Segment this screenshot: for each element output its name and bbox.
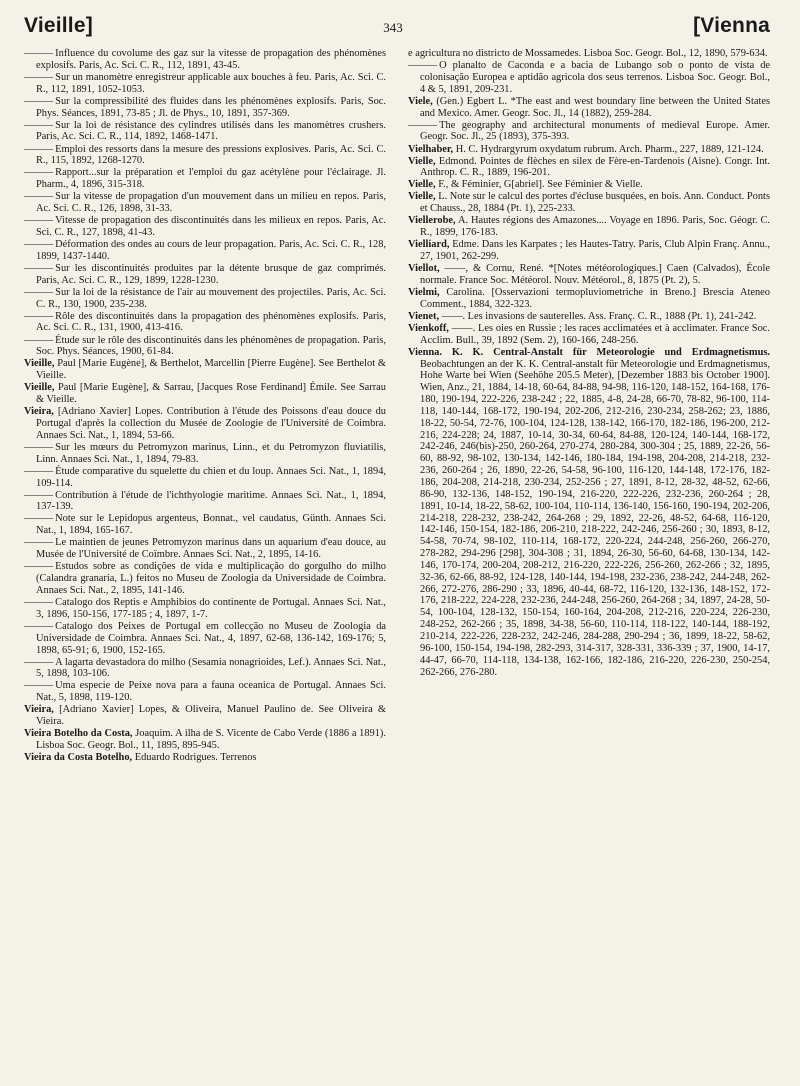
entry-author: Vienet, [408, 310, 440, 322]
entry-author: Vieira Botelho da Costa, [24, 728, 133, 740]
bibliography-entry [24, 263, 386, 287]
bibliography-entry [24, 561, 386, 597]
entry-text: H. C. Hydrargyrum oxydatum rubrum. Arch. Pharm., 227, 1889, 121-124. [455, 143, 764, 155]
entry-text: Carolina. [Osservazioni termopluviometriche in Breno.] Brescia Ateneo Comment., 1884, 322-323. [420, 286, 770, 310]
ditto-dash [24, 311, 55, 322]
bibliography-entry [24, 215, 386, 239]
columns [24, 48, 770, 764]
bibliography-entry [24, 680, 386, 704]
ditto-dash [24, 490, 55, 501]
entry-author: Vienkoff, [408, 322, 449, 334]
entry-author: Vieira da Costa Botelho, [24, 752, 133, 764]
ditto-dash [24, 215, 55, 226]
entry-text: Sur la vitesse de propagation d'un mouvement dans un milieu en repos. Paris, Ac. Sci. C. R., 126, 1898, 31-33. [36, 191, 386, 215]
ditto-dash [24, 96, 55, 107]
bibliography-entry [24, 752, 386, 764]
bibliography-entry [408, 60, 770, 96]
bibliography-entry [24, 382, 386, 406]
left-column [24, 48, 386, 764]
entry-text: e agricultura no districto de Mossamedes. Lisboa Soc. Geogr. Bol., 12, 1890, 579-634. [408, 48, 768, 59]
bibliography-entry [408, 156, 770, 180]
bibliography-entry [24, 96, 386, 120]
ditto-dash [24, 239, 55, 250]
ditto-dash [24, 466, 55, 477]
bibliography-entry [408, 179, 770, 191]
entry-text: [Adriano Xavier] Lopes, & Oliveira, Manuel Paulino de. See Oliveira & Vieira. [36, 704, 387, 728]
entry-text: L. Note sur le calcul des portes d'écluse busquées, en bois. Ann. Conduct. Ponts et Chauss., 28, 1884 (Pt. 1), 225-233. [420, 191, 770, 215]
bibliography-entry [408, 96, 770, 120]
entry-author: Vielmi, [408, 286, 440, 298]
ditto-dash [24, 537, 55, 548]
entry-author: Viele, [408, 95, 433, 107]
ditto-dash [24, 144, 55, 155]
bibliography-entry [408, 311, 770, 323]
bibliography-entry [408, 287, 770, 311]
bibliography-entry [408, 215, 770, 239]
ditto-dash [24, 72, 55, 83]
entry-text: Sur la loi de résistance des cylindres utilisés dans les manomètres crushers. Paris, Ac. Sci. C. R., 114, 1892, 1468-1471. [36, 119, 386, 143]
bibliography-entry [24, 704, 386, 728]
entry-text: Contribution à l'étude de l'ichthyologie maritime. Annaes Sci. Nat., 1, 1894, 137-139. [36, 489, 386, 513]
entry-text: Déformation des ondes au cours de leur propagation. Paris, Ac. Sci. C. R., 128, 1899, 1437-1440. [36, 239, 386, 262]
bibliography-entry [24, 287, 386, 311]
entry-text: Edmond. Pointes de flèches en silex de Fère-en-Tardenois (Aisne). Congr. Int. Anthrop. C. R., 1889, 196-201. [420, 155, 770, 179]
bibliography-entry [24, 621, 386, 657]
bibliography-entry [24, 537, 386, 561]
ditto-dash [24, 657, 55, 668]
entry-text: Estudos sobre as condições de vida e multiplicação do gorgulho do milho (Calandra granaria, L.) feitos no Museu de Zoologia da Universidade de Coimbra. Annaes Sci. Nat., 2, 1895, 141-146. [36, 561, 386, 596]
ditto-dash [24, 621, 55, 632]
bibliography-entry [24, 335, 386, 359]
entry-text: Vitesse de propagation des discontinuités dans les milieux en repos. Paris, Ac. Sci. C. R., 127, 1898, 41-43. [36, 215, 386, 238]
entry-text: Joaquim. A ilha de S. Vicente de Cabo Verde (1886 a 1891). Lisboa Soc. Geogr. Bol., 11, 1895, 895-945. [36, 728, 386, 751]
entry-author: Vielliard, [408, 239, 450, 251]
bibliography-entry [24, 120, 386, 144]
bibliography-entry [408, 347, 770, 679]
ditto-dash [24, 167, 55, 178]
bibliography-entry [24, 490, 386, 514]
page-number: 343 [383, 20, 403, 35]
ditto-dash [24, 287, 55, 298]
bibliography-entry [408, 191, 770, 215]
bibliography-entry [24, 358, 386, 382]
ditto-dash [408, 120, 439, 131]
right-column [408, 48, 770, 764]
bibliography-entry [24, 167, 386, 191]
entry-text: Paul [Marie Eugène], & Sarrau, [Jacques Rose Ferdinand] Émile. See Sarrau & Vieille. [36, 382, 386, 406]
bibliography-entry [408, 239, 770, 263]
entry-author: Vieira, [24, 704, 54, 716]
header-left-word: Vieille] [24, 14, 93, 37]
bibliography-entry [408, 323, 770, 347]
entry-text: Rôle des discontinuités dans la propagation des phénomènes explosifs. Paris, Ac. Sci. C. R., 131, 1900, 413-416. [36, 310, 386, 334]
entry-text: F., & Féminier, G[abriel]. See Féminier & Vielle. [438, 179, 643, 191]
entry-author: Viellerobe, [408, 215, 456, 227]
entry-text: Sur les discontinuités produites par la détente brusque de gaz comprimés. Paris, Ac. Sci. C. R., 129, 1899, 1228-1230. [36, 262, 386, 286]
ditto-dash [24, 263, 55, 274]
entry-text: Emploi des ressorts dans la mesure des pressions explosives. Paris, Ac. Sci. C. R., 115, 1892, 1268-1270. [36, 143, 386, 167]
entry-text: ——. Les oies en Russie ; les races acclimatées et à acclimater. France Soc. Acclim. Bull., 39, 1892 (Sem. 2), 160-166, 248-256. [420, 322, 770, 346]
entry-text: Sur la compressibilité des fluides dans les phénomènes explosifs. Paris, Soc. Phys. Séances, 1891, 73-85 ; Jl. de Phys., 10, 1891, 357-369. [36, 95, 386, 119]
bibliography-entry [24, 657, 386, 681]
ditto-dash [24, 442, 55, 453]
ditto-dash [24, 120, 55, 131]
bibliography-entry [24, 597, 386, 621]
entry-author: Vieille, [24, 358, 55, 370]
ditto-dash [24, 597, 55, 608]
entry-author: Vielle, [408, 179, 436, 191]
ditto-dash [24, 191, 55, 202]
ditto-dash [408, 60, 439, 71]
entry-text: A. Hautes régions des Amazones.... Voyage en 1896. Paris, Soc. Géogr. C. R., 1899, 176-183. [420, 215, 770, 239]
entry-text: (Gen.) Egbert L. *The east and west boundary line between the United States and Mexico. Amer. Geogr. Soc. Jl., 14 (1882), 259-284. [420, 95, 770, 119]
bibliography-entry [24, 48, 386, 72]
running-header [24, 14, 770, 44]
entry-text: Influence du covolume des gaz sur la vitesse de propagation des phénomènes explosifs. Paris, Ac. Sci. C. R., 112, 1891, 43-45. [36, 48, 386, 71]
entry-text: Catalogo dos Peixes de Portugal em collecção no Museu de Zoologia da Universidade de Coimbra. Annaes Sci. Nat., 4, 1897, 62-68, 136-142, 169-176; 5, 1898, 65-91; 6, 1900, 152-165. [36, 620, 386, 656]
bibliography-entry [408, 263, 770, 287]
entry-text: Sur la loi de la résistance de l'air au mouvement des projectiles. Paris, Ac. Sci. C. R., 130, 1900, 235-238. [36, 286, 386, 310]
bibliography-entry [24, 72, 386, 96]
bibliography-entry [408, 144, 770, 156]
bibliography-entry [24, 442, 386, 466]
entry-text: Paul [Marie Eugène], & Berthelot, Marcellin [Pierre Eugène]. See Berthelot & Vieille. [36, 358, 386, 382]
entry-author: Vieille, [24, 382, 55, 394]
entry-text: Uma especie de Peixe nova para a fauna oceanica de Portugal. Annaes Sci. Nat., 5, 1898, 119-120. [36, 680, 386, 704]
bibliography-entry [408, 48, 770, 60]
entry-author: Vielle, [408, 191, 436, 203]
header-right-word: [Vienna [693, 14, 770, 37]
entry-author: Vielle, [408, 155, 436, 167]
entry-text: Catalogo dos Reptis e Amphibios do continente de Portugal. Annaes Sci. Nat., 3, 1896, 150-156, 177-185 ; 4, 1897, 1-7. [36, 596, 386, 620]
entry-author: Vieira, [24, 406, 54, 418]
bibliography-entry [24, 466, 386, 490]
bibliography-entry [24, 311, 386, 335]
ditto-dash [24, 680, 55, 691]
bibliography-entry [24, 191, 386, 215]
ditto-dash [24, 335, 55, 346]
entry-text: Sur un manomètre enregistreur applicable aux bouches à feu. Paris, Ac. Sci. C. R., 112, 1891, 1052-1053. [36, 71, 386, 95]
entry-text: [Adriano Xavier] Lopes. Contribution à l'étude des Poissons d'eau douce du Portugal d'après la collection du Musée de Zoologie de l'Université de Coimbra. Annaes Sci. Nat., 1, 1894, 53-66. [36, 406, 386, 441]
ditto-dash [24, 48, 55, 59]
bibliography-entry [24, 144, 386, 168]
entry-text: Edme. Dans les Karpates ; les Hautes-Tatry. Paris, Club Alpin Franç. Annu., 27, 1901, 262-299. [420, 239, 770, 263]
entry-text: Sur les mœurs du Petromyzon marinus, Linn., et du Petromyzon fluviatilis, Linn. Annaes Sci. Nat., 1, 1894, 79-83. [36, 441, 386, 465]
entry-text: A lagarta devastadora do milho (Sesamia nonagrioides, Lef.). Annaes Sci. Nat., 5, 1898, 103-106. [36, 656, 386, 680]
entry-text: Étude comparative du squelette du chien et du loup. Annaes Sci. Nat., 1, 1894, 109-114. [36, 465, 386, 489]
entry-author: Viellot, [408, 263, 440, 275]
bibliography-entry [24, 406, 386, 442]
entry-author: Vienna. K. K. Central-Anstalt für Meteorologie und Erdmagnetismus. [408, 346, 770, 358]
entry-text: ——. Les invasions de sauterelles. Ass. Franç. C. R., 1888 (Pt. 1), 241-242. [441, 310, 757, 322]
entry-text: The geography and architectural monuments of medieval Europe. Amer. Geogr. Soc. Jl., 25 (1893), 375-393. [420, 119, 770, 143]
entry-text: ——, & Cornu, René. *[Notes météorologiques.] Caen (Calvados), École normale. France Soc. Météorol. Nouv. Météorol., 8, 1875 (Pt. 2), 5. [420, 263, 770, 286]
entry-text: Beobachtungen an der K. K. Central-anstalt für Meteorologie und Erdmagnetismus, Hohe Warte bei Wien (Seehöhe 205.5 Meter), [Dezember 1883 bis October 1900]. Wien, Anz., 21, 1884, 14-18, 60-64, 84-88, 94-98, 116-120, 148-152, 164-168, 176-180, 190-194, 222-226, 238-242 ; 22, 1885, 4-8, 24-28, 66-70, 78-82, 96-100, 114-118, 140-144, 168-172, 190-194, 202-206, 212-216, 230-234, 258-262; 23, 1886, 18-22, 50-54, 72-76, 100-104, 124-128, 138-142, 166-170, 182-186, 196-200, 212-216, 224-228; 24, 1887, 10-14, 30-34, 60-64, 84-88, 120-124, 140-144, 168-172, 242-246, 246(bis)-250, 260-264, 270-274, 280-284, 300-304 ; 25, 1889, 22-26, 56-60, 88-92, 98-102, 130-134, 142-146, 180-184, 194-198, 204-208, 214-218, 232-236, 260-264 ; 26, 1890, 22-26, 54-58, 96-100, 116-120, 144-148, 172-176, 182-186, 204-208, 214-218, 230-234, 252-256 ; 27, 1891, 8-12, 28-32, 48-52, 62-66, 86-90, 132-136, 148-152, 190-194, 216-220, 222-226, 232-236, 260-264 ; 28, 1891, 10-14, 18-22, 58-62, 100-104, 110-114, 136-140, 156-160, 190-194, 202-206, 214-218, 228-232, 238-242, 264-268 ; 29, 1892, 22-26, 48-52, 64-68, 116-120, 142-146, 150-154, 182-186, 206-210, 218-222, 242-246, 256-260 ; 30, 1893, 8-12, 54-58, 70-74, 98-102, 110-114, 168-172, 220-224, 244-248, 256-260, 266-270, 278-282, 294-296 [298], 304-308 ; 31, 1894, 26-30, 56-60, 64-68, 130-134, 142-146, 170-174, 200-204, 208-212, 216-220, 222-226, 256-260, 262-266 ; 32, 1895, 32-36, 62-66, 88-92, 124-128, 140-144, 194-198, 232-236, 238-242, 244-248, 262-266, 272-276, 286-290 ; 33, 1896, 40-44, 68-72, 116-120, 132-136, 148-152, 172-176, 218-222, 224-228, 232-236, 244-248, 256-260, 264-268 ; 34, 1897, 24-28, 50-54, 100-104, 128-132, 150-154, 160-164, 204-208, 212-216, 220-224, 226-230, 248-252, 262-266 ; 35, 1898, 34-38, 56-60, 110-114, 118-122, 140-144, 188-192, 210-214, 222-226, 228-232, 242-246, 284-288, 290-294 ; 36, 1899, 18-22, 58-62, 96-100, 150-154, 194-198, 282-293, 314-317, 328-331, 336-339 ; 37, 1900, 14-17, 44-47, 66-70, 114-118, 134-138, 162-166, 182-186, 216-220, 226-230, 250-254, 262-266, 276-280. [420, 358, 770, 678]
entry-text: O planalto de Caconda e a bacia de Lubango sob o ponto de vista de colonisação Europea e aptidão agricola dos seus terrenos. Lisboa Soc. Geogr. Bol., 4 & 5, 1891, 209-231. [420, 60, 770, 95]
bibliography-entry [408, 120, 770, 144]
entry-text: Note sur le Lepidopus argenteus, Bonnat., vel caudatus, Günth. Annaes Sci. Nat., 1, 1894, 165-167. [36, 513, 386, 537]
entry-text: Rapport...sur la préparation et l'emploi du gaz acétylène pour l'éclairage. Jl. Pharm., 4, 1896, 315-318. [36, 167, 386, 191]
bibliography-entry [24, 513, 386, 537]
bibliography-entry [24, 728, 386, 752]
ditto-dash [24, 513, 55, 524]
entry-text: Étude sur le rôle des discontinuités dans les phénomènes de propagation. Paris, Soc. Phys. Séances, 1900, 61-84. [36, 334, 386, 358]
entry-author: Vielhaber, [408, 143, 454, 155]
entry-text: Eduardo Rodrigues. Terrenos [134, 752, 257, 764]
entry-text: Le maintien de jeunes Petromyzon marinus dans un aquarium d'eau douce, au Musée de l'Université de Coïmbre. Annaes Sci. Nat., 2, 1895, 14-16. [36, 537, 386, 561]
ditto-dash [24, 561, 55, 572]
bibliography-entry [24, 239, 386, 263]
